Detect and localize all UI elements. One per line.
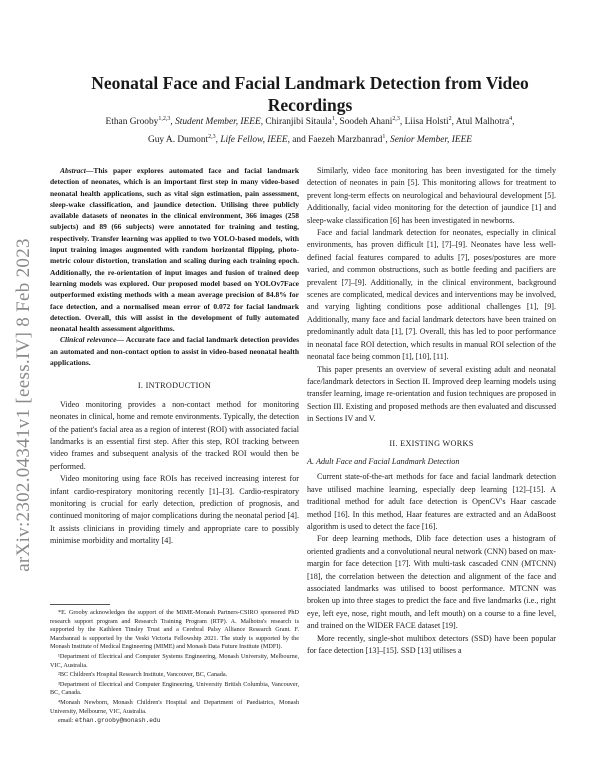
author-role: , Senior Member, IEEE [385,135,473,146]
footnote-rule [50,604,110,605]
affiliation-marker: 2 [448,116,452,122]
abstract [50,165,299,334]
footnote-affiliation: ⁴Monash Newborn, Monash Children's Hospital and Department of Paediatrics, Monash University, Melbourne, VIC, Australia. [50,698,299,715]
abstract-text: —This paper explores automated face and facial landmark detection of neonates, which is an important first step in many video-based neonatal health applications, such as vital sign estimation, pain assessment, sleep-wake classification, and jaundice detection. Utilising three publicly available datasets of neonates in the clinical environment, 366 images (258 subjects) and 89 (66 subjects) were annotated for training and testing, respectively. Transfer learning was applied to two YOLO-based models, with input training images augmented with random horizontal flipping, photo-metric colour distortion, translation and scaling during each training epoch. Additionally, the re-orientation of input images and fusion of trained deep learning models was explored. Our proposed model based on YOLOv7Face outperformed existing methods with a mean average precision of 84.8% for face detection, and a normalised mean error of 0.072 for facial landmark detection. Overall, this will assist in the development of fully automated neonatal health assessment algorithms. [50,166,299,334]
footnotes [50,604,299,727]
clinical-relevance-text: — Accurate face and facial landmark detection provides an automated and non-contact option to assist in video-based neonatal health applications. [50,335,300,368]
paper-title: Neonatal Face and Facial Landmark Detection from Video Recordings [91,73,529,115]
affiliation-marker: 1 [382,134,386,141]
section-heading-introduction: I. INTRODUCTION [137,381,212,391]
body-paragraph: More recently, single-shot multibox detectors (SSD) have been popular for face detection [13]–[15]. SSD [13] utilises a [307,633,556,656]
body-paragraph: Similarly, video face monitoring has been investigated for the timely detection of neonates in pain [5]. This monitoring allows for treatment to prevent long-term effects on neurological and behavioural development [5]. Additionally, facial video monitoring for the detection of jaundice [1] and sleep-wake classification [6] has been investigated in newborns. [307,166,556,225]
footnote-affiliation: ²BC Children's Hospital Research Institute, Vancouver, BC, Canada. [58,671,228,679]
footnote-email [50,717,299,726]
left-column [50,165,299,548]
clinical-relevance-label: Clinical relevance [60,335,117,345]
body-paragraph: Face and facial landmark detection for neonates, especially in clinical environments, has proven difficult [1], [7]–[9]. Neonates have less well-defined facial features compared to adults [7], poses/postures are more varied, and common obstructions, such as bottle feeding and pacifiers are prevalent [7]–[9]. Additionally, in the clinical environment, background scenes are complicated, medical devices and interventions may be involved, and varying lighting conditions pose additional challenges [1], [9]. Additionally, many face and facial landmark detectors have been trained on predominantly adult data [1], [7]. Overall, this has led to poor performance in neonatal face ROI detection, which results in manual ROI selection of the neonatal face being common [1], [10], [11]. [307,228,556,362]
body-paragraph: For deep learning methods, Dlib face detection uses a histogram of oriented gradients and a convolutional neural network (CNN) based on max-margin for face detection [17]. With multi-task cascaded CNN (MTCNN) [18], the correlation between the detection and alignment of the face and associated landmarks was utilised to boost performance. MTCNN was broken up into three stages to predict the face and five landmarks (i.e., right eye, left eye, nose, right mouth, and left mouth) on a course to a fine level, and trained on the WIDER FACE dataset [19]. [307,534,556,631]
right-column [307,165,556,657]
arxiv-id: arXiv:2302.04341v1 [eess.IV] 8 Feb 2023 [13,238,34,572]
footnote-funding: *E. Grooby acknowledges the support of the MIME-Monash Partners-CSIRO sponsored PhD research support program and Research Training Program (RTP). A. Malhotra's research is supported by the Kathleen Tinsley Trust and a Cerebral Palsy Alliance Research Grant. F. Marzbanrad is supported by the Veski Victoria Fellowship 2021. The study is supported by the Monash Institute of Medical Engineering (MIME) and Monash Data Future Institute (MDFI). [50,609,299,651]
author-list [62,112,558,148]
author-role: , Life Fellow, IEEE [215,135,288,146]
author-name: , Soodeh Ahani [334,117,393,128]
author-name: , Chiranjibi Sitaula [260,117,332,128]
footnote-affiliation: ³Department of Electrical and Computer Engineering, University British Columbia, Vancouver, BC, Canada. [50,680,299,697]
affiliation-marker: 1 [331,116,335,122]
affiliation-marker: 1,2,3 [158,116,171,122]
author-role: , Student Member, IEEE [170,117,261,128]
body-paragraph: This paper presents an overview of several existing adult and neonatal face/landmark detectors in Section II. Improved deep learning models using transfer learning, image re-orientation and fusion techniques are proposed in Section III. Existing and proposed methods are then evaluated and discussed in Sections IV and V. [307,364,556,424]
intro-paragraph: Video monitoring provides a non-contact method for monitoring neonates in clinical, home and remote environments. Typically, the detection of the patient's facial area as a region of interest (ROI) with associated facial landmarks is an essential first step. After this step, ROI tracking between video frames and subsequent analysis of the tracked ROI would then be performed. [50,399,299,471]
affiliation-marker: 2,3 [208,134,216,141]
section-heading-existing-works: II. EXISTING WORKS [389,438,474,448]
affiliation-marker: 4 [509,116,513,122]
arxiv-identifier-stamp [6,0,42,776]
author-name: , Liisa Holsti [399,117,449,128]
author-name: Ethan Grooby [105,117,159,128]
email-address[interactable]: ethan.grooby@monash.edu [75,717,161,725]
author-name: , Atul Malhotra [451,117,510,128]
intro-paragraph: Video monitoring using face ROIs has received increasing interest for infant cardio-respiratory monitoring recently [1]–[3]. Cardio-respiratory monitoring is crucial for early detection, prediction of prognosis, and continued monitoring of major complications during the neonatal period [4]. It assists clinicians in providing timely and appropriate care to possibly minimise morbidity and mortality [4]. [50,474,299,546]
email-label: email: [58,717,76,725]
author-separator: , [512,117,515,128]
footnote-affiliation: ¹Department of Electrical and Computer Systems Engineering, Monash University, Melbourne, VIC, Australia. [50,652,299,669]
author-name: Guy A. Dumont [147,135,209,146]
body-paragraph: Current state-of-the-art methods for face and facial landmark detection have utilised machine learning, especially deep learning [12]–[15]. A traditional method for adult face detection is OpenCV's Haar cascade method [16]. In this method, Haar features are extracted and an AdaBoost algorithm is used to detect the face [16]. [307,472,556,531]
author-name: , and Faezeh Marzbanrad [287,135,383,146]
abstract-label: Abstract [60,166,86,175]
subsection-heading-adult: A. Adult Face and Facial Landmark Detection [307,456,460,466]
affiliation-marker: 2,3 [392,116,400,122]
clinical-relevance [50,334,299,368]
